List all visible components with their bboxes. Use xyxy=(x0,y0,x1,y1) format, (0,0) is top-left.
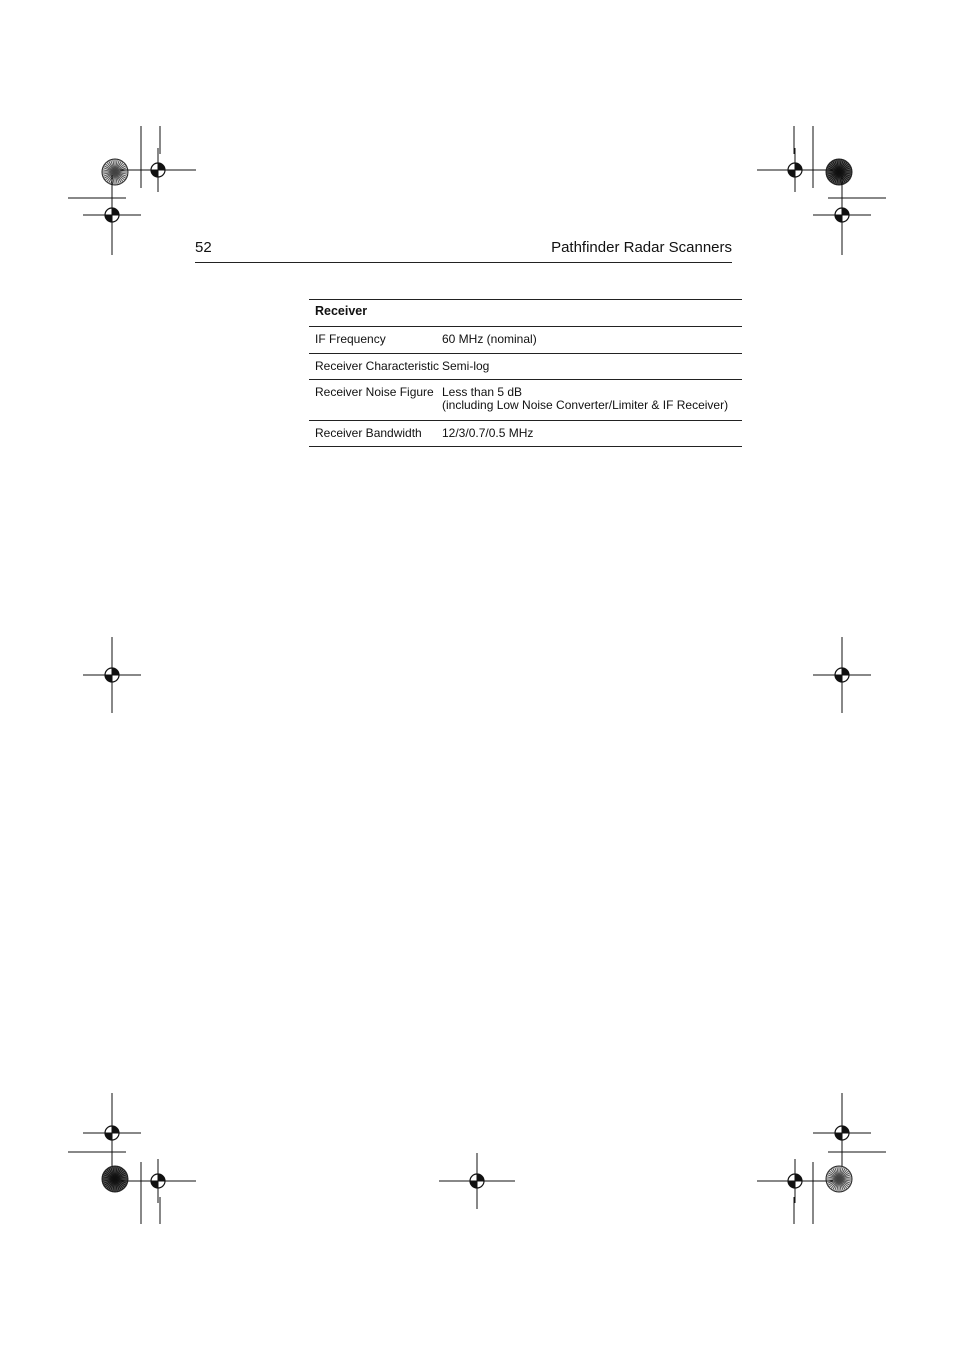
row-value xyxy=(442,354,742,379)
table-row xyxy=(309,327,742,354)
table-row xyxy=(309,380,742,421)
table-row xyxy=(309,354,742,380)
page-number: 52 xyxy=(195,239,212,256)
running-title: Pathfinder Radar Scanners xyxy=(551,239,732,256)
row-value-line: Semi-log xyxy=(442,359,490,373)
row-label: Receiver Characteristic xyxy=(315,359,440,373)
table-row xyxy=(309,421,742,447)
row-value xyxy=(442,421,742,446)
row-value-line: (including Low Noise Converter/Limiter & IF Receiver) xyxy=(442,398,729,412)
row-value-line: 60 MHz (nominal) xyxy=(442,332,537,346)
row-value xyxy=(442,327,742,353)
row-value xyxy=(442,380,742,420)
table-heading: Receiver xyxy=(309,300,742,327)
receiver-spec-table xyxy=(309,299,742,447)
row-value-line: 12/3/0.7/0.5 MHz xyxy=(442,426,534,440)
row-label: IF Frequency xyxy=(315,332,386,346)
row-value-line: Less than 5 dB xyxy=(442,385,523,399)
page-header xyxy=(195,236,732,263)
row-label: Receiver Bandwidth xyxy=(315,426,422,440)
row-label: Receiver Noise Figure xyxy=(315,385,434,399)
